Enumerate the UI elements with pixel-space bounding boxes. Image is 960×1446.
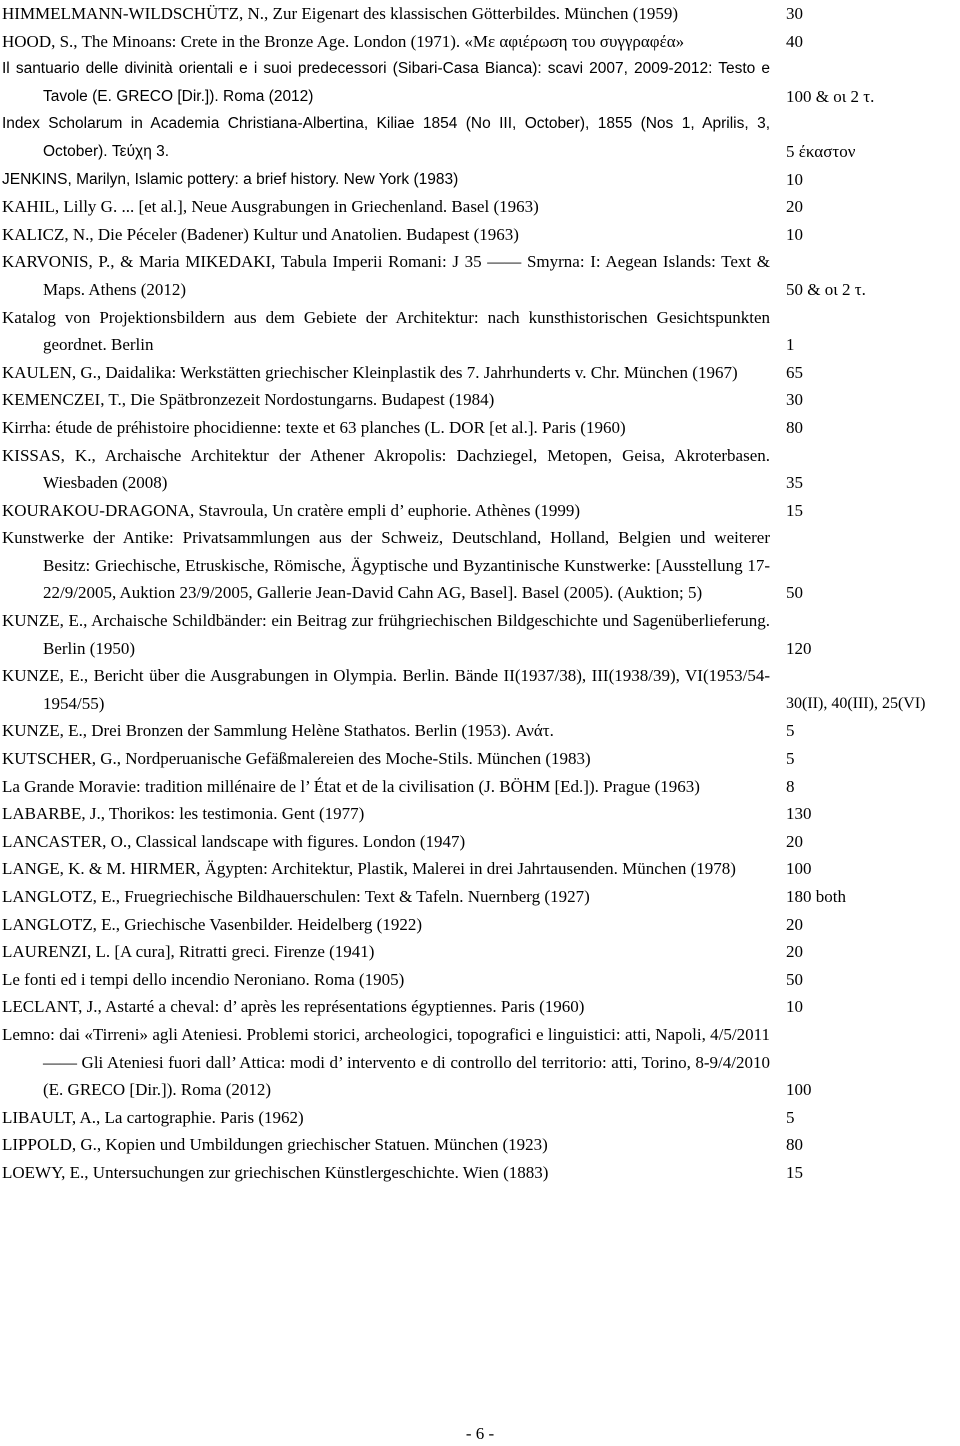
- catalog-entry: [2, 828, 960, 856]
- entry-title: KUTSCHER, G., Nordperuanische Gefäßmalereien des Moche-Stils. München (1983): [2, 749, 591, 769]
- entry-price: 80: [786, 1135, 803, 1155]
- entry-price: 100: [786, 1080, 812, 1100]
- entry-price: 20: [786, 831, 803, 851]
- entry-price: 100: [786, 859, 812, 879]
- catalog-entry: [2, 855, 960, 883]
- entry-title: KUNZE, E., Archaische Schildbänder: ein Beitrag zur frühgriechischen Bildgeschichte und Sagenüberlieferung. Berlin (1950): [2, 611, 770, 658]
- entry-title: KAULEN, G., Daidalika: Werkstätten griechischer Kleinplastik des 7. Jahrhunderts v. Chr. München (1967): [2, 362, 738, 382]
- entry-price: 65: [786, 362, 803, 382]
- catalog-entry: [2, 386, 960, 414]
- entry-title: LAURENZI, L. [A cura], Ritratti greci. Firenze (1941): [2, 942, 375, 962]
- entry-title: LANCASTER, O., Classical landscape with figures. London (1947): [2, 831, 466, 851]
- entry-title: HIMMELMANN-WILDSCHÜTZ, N., Zur Eigenart des klassischen Götterbildes. München (1959): [2, 4, 679, 23]
- entry-price: 100 & οι 2 τ.: [786, 86, 875, 106]
- catalog-entry: [2, 607, 960, 662]
- entry-title: LABARBE, J., Thorikos: les testimonia. Gent (1977): [2, 804, 365, 824]
- catalog-entry: [2, 1159, 960, 1187]
- catalog-entry: [2, 55, 960, 110]
- entry-price: 20: [786, 942, 803, 962]
- catalog-entry: [2, 938, 960, 966]
- catalog-entry: [2, 442, 960, 497]
- catalog-entry: [2, 800, 960, 828]
- catalog-entry: [2, 414, 960, 442]
- entry-price: 15: [786, 1162, 803, 1182]
- entry-title: Index Scholarum in Academia Christiana-Albertina, Kiliae 1854 (No III, October), 1855 (Nos 1, Aprilis, 3, October). Τεύχη 3.: [2, 115, 770, 160]
- entry-price: 120: [786, 638, 812, 658]
- catalog-entry: [2, 28, 960, 56]
- entry-title: LANGE, K. & M. HIRMER, Ägypten: Architektur, Plastik, Malerei in drei Jahrtausenden. München (1978): [2, 859, 736, 879]
- catalog-entry: [2, 773, 960, 801]
- entry-price: 50: [786, 583, 803, 603]
- catalog-entry: [2, 1131, 960, 1159]
- entry-price: 1: [786, 335, 795, 355]
- entry-title: KOURAKOU-DRAGONA, Stavroula, Un cratère empli d’ euphorie. Athènes (1999): [2, 500, 581, 520]
- entry-title: KARVONIS, P., & Maria MIKEDAKI, Tabula Imperii Romani: J 35 —— Smyrna: I: Aegean Islands: Text & Maps. Athens (2012): [2, 252, 770, 299]
- entry-title: Kunstwerke der Antike: Privatsammlungen aus der Schweiz, Deutschland, Holland, Belgien und weiterer Besitz: Griechische, Etruskische, Römische, Ägyptische und Byzantinische Kunstwerke: [Ausstellung 17-22/9/2005, Auktion 23/9/2005, Gallerie Jean-David Cahn AG, Basel]. Basel (2005). (Auktion; 5): [2, 528, 770, 603]
- entry-title: HOOD, S., The Minoans: Crete in the Bronze Age. London (1971). «Με αφιέρωση του συγγραφέα»: [2, 31, 685, 51]
- entry-title: La Grande Moravie: tradition millénaire de l’ État et de la civilisation (J. BÖHM [Ed.]). Prague (1963): [2, 776, 700, 796]
- entry-price: 80: [786, 417, 803, 437]
- catalog-entry: [2, 745, 960, 773]
- catalog-entry: [2, 221, 960, 249]
- entry-price: 8: [786, 776, 795, 796]
- entry-title: Kirrha: étude de préhistoire phocidienne: texte et 63 planches (L. DOR [et al.]. Paris (1960): [2, 417, 626, 437]
- entry-title: KUNZE, E., Drei Bronzen der Sammlung Helène Stathatos. Berlin (1953). Ανάτ.: [2, 721, 554, 741]
- entry-title: LIBAULT, A., La cartographie. Paris (1962): [2, 1107, 304, 1127]
- catalog-entry: [2, 883, 960, 911]
- entry-title: LOEWY, E., Untersuchungen zur griechischen Künstlergeschichte. Wien (1883): [2, 1162, 549, 1182]
- catalog-entry: [2, 524, 960, 607]
- entry-price: 20: [786, 197, 803, 217]
- entry-title: KAHIL, Lilly G. ... [et al.], Neue Ausgrabungen in Griechenland. Basel (1963): [2, 197, 539, 217]
- entry-price: 30(II), 40(III), 25(VI): [786, 694, 926, 712]
- entry-title: JENKINS, Marilyn, Islamic pottery: a brief history. New York (1983): [2, 170, 459, 188]
- entry-price: 10: [786, 169, 803, 189]
- catalog-entry: [2, 993, 960, 1021]
- catalog-entry: [2, 497, 960, 525]
- entry-price: 20: [786, 914, 803, 934]
- entry-price: 5: [786, 1107, 795, 1127]
- entry-title: KUNZE, E., Bericht über die Ausgrabungen in Olympia. Berlin. Bände II(1937/38), III(1938/39), VI(1953/54-1954/55): [2, 666, 770, 713]
- entry-title: KEMENCZEI, T., Die Spätbronzezeit Nordostungarns. Budapest (1984): [2, 390, 495, 410]
- entry-title: Katalog von Projektionsbildern aus dem Gebiete der Architektur: nach kunsthistorischen Gesichtspunkten geordnet. Berlin: [2, 307, 770, 355]
- entry-title: Lemno: dai «Tirreni» agli Ateniesi. Problemi storici, archeologici, topografici e linguistici: atti, Napoli, 4/5/2011 —— Gli Ateniesi fuori dall’ Attica: modi d’ intervento e di controllo del territorio: atti, Torino, 8-9/4/2010 (E. GRECO [Dir.]). Roma (2012): [2, 1024, 770, 1100]
- entry-price: 30: [786, 390, 803, 410]
- entry-price: 50 & οι 2 τ.: [786, 279, 866, 299]
- entry-price: 35: [786, 473, 803, 493]
- entry-list: [2, 0, 960, 1187]
- entry-title: KALICZ, N., Die Péceler (Badener) Kultur und Anatolien. Budapest (1963): [2, 224, 519, 244]
- catalog-entry: [2, 248, 960, 303]
- catalog-entry: [2, 359, 960, 387]
- entry-price: 50: [786, 969, 803, 989]
- catalog-entry: [2, 110, 960, 165]
- entry-price: 130: [786, 804, 812, 824]
- entry-price: 15: [786, 500, 803, 520]
- entry-price: 10: [786, 997, 803, 1017]
- catalog-entry: [2, 662, 960, 717]
- entry-title: LIPPOLD, G., Kopien und Umbildungen griechischer Statuen. München (1923): [2, 1135, 548, 1155]
- entry-price: 5: [786, 721, 795, 741]
- entry-price: 5 έκαστον: [786, 141, 856, 161]
- entry-price: 30: [786, 4, 803, 23]
- catalog-entry: [2, 966, 960, 994]
- entry-title: Il santuario delle divinità orientali e i suoi predecessori (Sibari-Casa Bianca): scavi 2007, 2009-2012: Testo e Tavole (E. GRECO [Dir.]). Roma (2012): [2, 60, 770, 105]
- entry-title: LANGLOTZ, E., Griechische Vasenbilder. Heidelberg (1922): [2, 914, 423, 934]
- catalog-entry: [2, 193, 960, 221]
- entry-price: 10: [786, 224, 803, 244]
- entry-title: KISSAS, K., Archaische Architektur der Athener Akropolis: Dachziegel, Metopen, Geisa, Akroterbasen. Wiesbaden (2008): [2, 445, 770, 493]
- catalog-entry: [2, 717, 960, 745]
- catalog-entry: [2, 0, 960, 28]
- entry-title: Le fonti ed i tempi dello incendio Neroniano. Roma (1905): [2, 969, 405, 989]
- catalog-entry: [2, 911, 960, 939]
- catalog-entry: [2, 166, 960, 194]
- entry-title: LANGLOTZ, E., Fruegriechische Bildhauerschulen: Text & Tafeln. Nuernberg (1927): [2, 887, 590, 906]
- entry-price: 180 both: [786, 887, 846, 906]
- entry-price: 40: [786, 31, 803, 51]
- entry-price: 5: [786, 749, 795, 769]
- page-number: - 6 -: [465, 1424, 495, 1443]
- catalog-entry: [2, 1104, 960, 1132]
- entry-title: LECLANT, J., Astarté a cheval: d’ après les représentations égyptiennes. Paris (1960): [2, 997, 585, 1017]
- catalog-entry: [2, 304, 960, 359]
- catalog-entry: [2, 1021, 960, 1104]
